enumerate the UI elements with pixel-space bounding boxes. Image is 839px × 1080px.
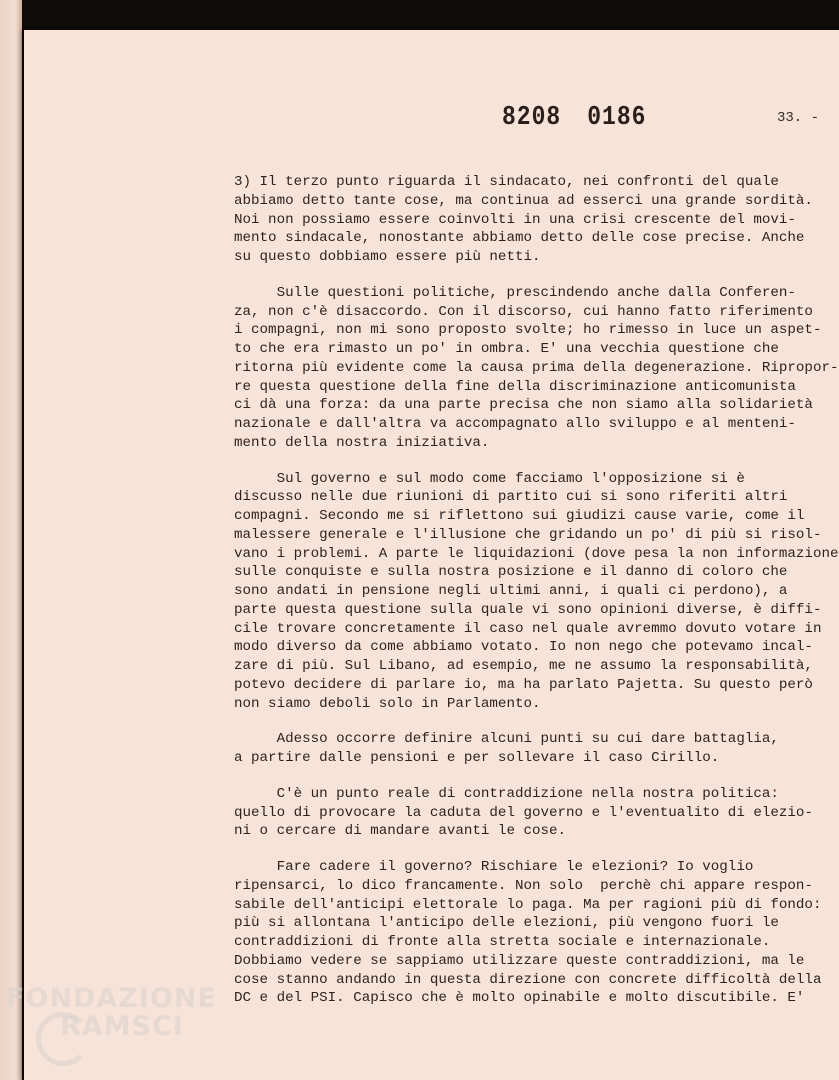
page-number: 33. - — [777, 110, 820, 126]
text-line: malessere generale e l'illusione che gridando un po' di più si risol- — [234, 526, 822, 543]
text-line: ci dà una forza: da una parte precisa che non siamo alla solidarietà — [234, 397, 813, 414]
text-line: sabile dell'anticipi elettorale lo paga. Ma per ragioni più di fondo: — [234, 896, 822, 913]
text-line: ni o cercare di mandare avanti le cose. — [234, 823, 567, 840]
text-line: to che era rimasto un po' in ombra. E' una vecchia questione che — [234, 341, 779, 357]
text-line: non siamo deboli solo in Parlamento. — [234, 695, 541, 712]
text-line: za, non c'è disaccordo. Con il discorso, cui hanno fatto riferimento — [234, 303, 813, 320]
text-line: sulle conquiste e sulla nostra posizione e il danno di coloro che — [234, 564, 788, 581]
paragraph — [234, 785, 813, 841]
bleed-through-mark — [672, 116, 762, 136]
text-line: a partire dalle pensioni e per sollevare il caso Cirillo. — [234, 750, 720, 766]
text-line: ritorna più evidente come la causa prima della degenerazione. Ripropor- — [234, 359, 839, 376]
stamp-number-left: 8208 — [502, 102, 562, 132]
paragraph — [234, 173, 813, 267]
text-line: compagni. Secondo me si riflettono sui giudizi cause varie, come il — [234, 508, 805, 524]
paragraph — [234, 730, 794, 768]
typed-body-text — [234, 173, 839, 1025]
text-line: parte questa questione sulla quale vi sono opinioni diverse, è diffi- — [234, 601, 822, 618]
text-line: nazionale e dall'altra va accompagnato allo sviluppo e al menteni- — [234, 416, 796, 432]
archive-stamp — [502, 104, 646, 130]
text-line: Sul governo e sul modo come facciamo l'opposizione si è — [234, 470, 745, 487]
paragraph — [234, 858, 822, 1008]
text-line: sono andati in pensione negli ultimi anni, i quali ci perdono), a — [234, 583, 788, 599]
text-line: vano i problemi. A parte le liquidazioni (dove pesa la non informazione — [234, 545, 839, 562]
stamp-number-right: 0186 — [587, 102, 647, 132]
text-line: mento della nostra iniziativa. — [234, 434, 490, 451]
watermark-line-2: RAMSCI — [60, 1011, 184, 1042]
previous-page-edge — [0, 0, 22, 1080]
text-line: contraddizioni di fronte alla stretta sociale e internazionale. — [234, 934, 771, 950]
text-line: Adesso occorre definire alcuni punti su cui dare battaglia, — [234, 731, 779, 748]
text-line: potevo decidere di parlare io, ma ha parlato Pajetta. Su questo però — [234, 676, 813, 693]
text-line: discusso nelle due riunioni di partito cui si sono riferiti altri — [234, 489, 788, 506]
text-line: modo diverso da come abbiamo votato. Io non nego che potevamo incal- — [234, 639, 813, 656]
text-line: i compagni, non mi sono proposto svolte; ho rimesso in luce un aspet- — [234, 322, 822, 339]
text-line: re questa questione della fine della discriminazione anticomunista — [234, 378, 796, 395]
text-line: Fare cadere il governo? Rischiare le elezioni? Io voglio — [234, 859, 754, 875]
text-line: Dobbiamo vedere se sappiamo utilizzare queste contraddizioni, ma le — [234, 952, 805, 969]
text-line: C'è un punto reale di contraddizione nella nostra politica: — [234, 785, 779, 802]
text-line: più si allontana l'anticipo delle elezioni, più vengono fuori le — [234, 915, 779, 932]
fondazione-gramsci-watermark — [6, 985, 217, 1041]
paragraph — [234, 470, 839, 714]
text-line: Sulle questioni politiche, prescindendo anche dalla Conferen- — [234, 284, 796, 301]
text-line: abbiamo detto tante cose, ma continua ad esserci una grande sordità. — [234, 192, 813, 209]
text-line: su questo dobbiamo essere più netti. — [234, 249, 541, 265]
watermark-line-1: FONDAZIONE — [6, 983, 217, 1014]
text-line: ripensarci, lo dico francamente. Non solo perchè chi appare respon- — [234, 877, 813, 894]
text-line: zare di più. Sul Libano, ad esempio, me ne assumo la responsabilità, — [234, 658, 813, 674]
text-line: DC e del PSI. Capisco che è molto opinabile e molto discutibile. E' — [234, 990, 805, 1007]
text-line: cile trovare concretamente il caso nel quale avremmo dovuto votare in — [234, 620, 822, 637]
text-line: Noi non possiamo essere coinvolti in una crisi crescente del movi- — [234, 211, 796, 228]
text-line: mento sindacale, nonostante abbiamo detto delle cose precise. Anche — [234, 230, 805, 247]
text-line: 3) Il terzo punto riguarda il sindacato, nei confronti del quale — [234, 174, 779, 190]
paragraph — [234, 284, 839, 453]
text-line: quello di provocare la caduta del governo e l'eventualito di elezio- — [234, 804, 813, 821]
text-line: cose stanno andando in questa direzione con concrete difficoltà della — [234, 971, 822, 988]
